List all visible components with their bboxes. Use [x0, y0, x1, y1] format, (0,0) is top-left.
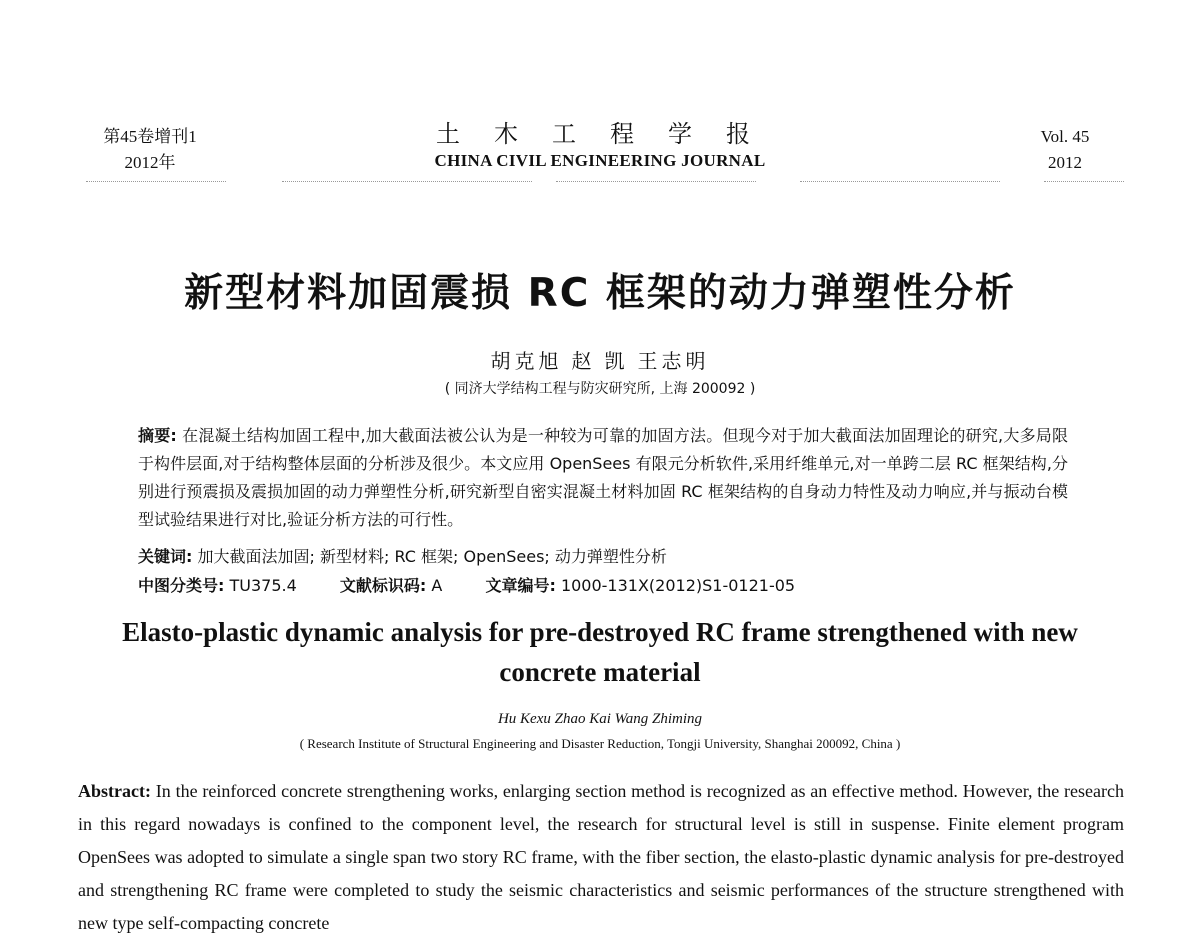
volume-year: 2012 — [1048, 153, 1082, 172]
affiliation-cn: ( 同济大学结构工程与防灾研究所, 上海 200092 ) — [444, 381, 756, 397]
clc-code — [138, 576, 302, 595]
volume-label: Vol. 45 — [1040, 127, 1090, 146]
abstract-cn-text: 在混凝土结构加固工程中,加大截面法被公认为是一种较为可靠的加固方法。但现今对于加大截面法加固理论的研究,大多局限于构件层面,对于结构整体层面的分析涉及很少。本文应用 OpenSees 有限元分析软件,采用纤维单元,对一单跨二层 RC 框架结构,分别进行预震损及震损加固的动力弹塑性分析,研究新型自密实混凝土材料加固 RC 框架结构的自身动力特性及动力响应,并与振动台模型试验结果进行对比,验证分析方法的可行性。 — [138, 426, 1068, 529]
keywords-cn-text: 加大截面法加固; 新型材料; RC 框架; OpenSees; 动力弹塑性分析 — [197, 547, 667, 566]
journal-masthead — [300, 120, 900, 172]
abstract-en-text: In the reinforced concrete strengthening works, enlarging section method is recognized as an effective method. However, the research in this regard nowadays is confined to the component level, the research for structural level is still in suspense. Finite element program OpenSees was adopted to simulate a single span two story RC frame, with the fiber section, the elasto-plastic dynamic analysis for pre-destroyed and strengthening RC frame were completed to study the seismic characteristics and seismic performances of the structure strengthened with new type self-compacting concrete — [78, 781, 1124, 933]
article-code — [485, 576, 795, 595]
article-label: 文章编号: — [485, 576, 556, 595]
journal-issue — [80, 124, 220, 176]
article-value: 1000-131X(2012)S1-0121-05 — [560, 576, 796, 595]
paper-title-cn: 新型材料加固震损 RC 框架的动力弹塑性分析 — [184, 271, 1016, 316]
classification-line — [138, 574, 1068, 598]
journal-name-cn: 土 木 工 程 学 报 — [436, 122, 764, 148]
issue-year: 2012年 — [124, 153, 176, 172]
paper-title-en: Elasto-plastic dynamic analysis for pre-destroyed RC frame strengthened with new concrete material — [122, 617, 1078, 687]
authors-en: Hu Kexu Zhao Kai Wang Zhiming — [497, 711, 703, 727]
keywords-cn-label: 关键词: — [138, 547, 193, 566]
header-rule-mid1 — [282, 181, 532, 182]
journal-volume — [1010, 124, 1120, 176]
header-rule-mid2 — [556, 181, 756, 182]
journal-name-en: CHINA CIVIL ENGINEERING JOURNAL — [434, 151, 766, 170]
clc-label: 中图分类号: — [138, 576, 225, 595]
doc-value: A — [431, 576, 443, 595]
header-rule-mid3 — [800, 181, 1000, 182]
abstract-en — [78, 775, 1124, 940]
doc-code — [340, 576, 448, 595]
header-rule-right — [1044, 181, 1124, 182]
abstract-cn — [138, 422, 1068, 534]
doc-label: 文献标识码: — [339, 576, 427, 595]
affiliation-en: ( Research Institute of Structural Engineering and Disaster Reduction, Tongji University, Shanghai 200092, China ) — [299, 736, 901, 751]
keywords-cn — [138, 545, 1068, 569]
authors-cn: 胡克旭 赵 凯 王志明 — [490, 351, 710, 373]
header-rule-left — [86, 181, 226, 182]
issue-label: 第45卷增刊1 — [103, 127, 197, 146]
abstract-cn-label: 摘要: — [138, 426, 177, 445]
clc-value: TU375.4 — [229, 576, 297, 595]
abstract-en-label: Abstract: — [78, 781, 151, 801]
